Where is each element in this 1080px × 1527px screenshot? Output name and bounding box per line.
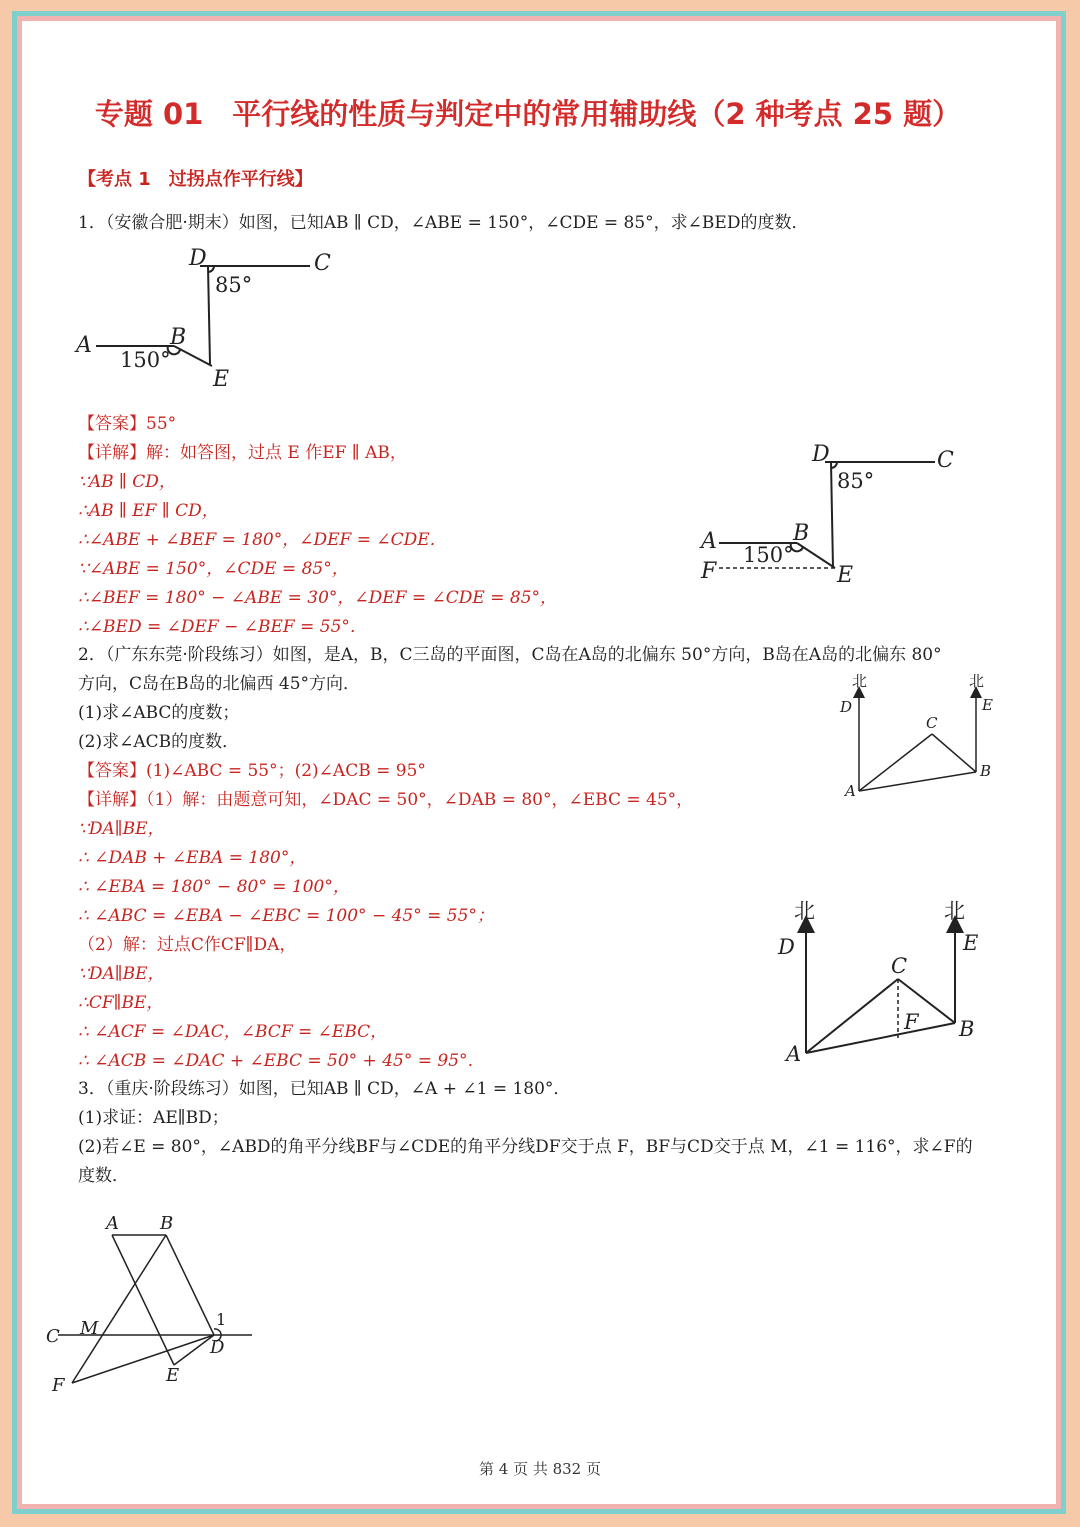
q2-solution-line: 【详解】（1）解：由题意可知，∠DAC = 50°，∠DAB = 80°，∠EBC = 45°， — [78, 790, 694, 810]
q2-sub1: (1)求∠ABC的度数； — [78, 703, 240, 723]
svg-text:D: D — [778, 935, 795, 959]
q2-solution-line: ∴ ∠ACB = ∠DAC + ∠EBC = 50° + 45° = 95°． — [78, 1051, 485, 1071]
svg-text:F: F — [701, 559, 717, 584]
svg-text:E: E — [837, 563, 854, 588]
svg-text:F: F — [52, 1375, 65, 1396]
q1-label-d: D — [189, 246, 207, 271]
svg-text:C: C — [937, 448, 954, 473]
svg-text:A: A — [845, 782, 856, 800]
section-heading-1: 【考点 1 过拐点作平行线】 — [78, 169, 313, 190]
q2-text-line2: 方向，C岛在B岛的北偏西 45°方向． — [78, 674, 361, 694]
page-footer: 第 4 页 共 832 页 — [478, 1460, 601, 1478]
svg-text:F: F — [904, 1010, 919, 1034]
svg-text:1: 1 — [216, 1310, 227, 1329]
q2-solution-line: ∴ ∠ABC = ∠EBA − ∠EBC = 100° − 45° = 55°； — [78, 906, 494, 926]
q1-angle-150: 150° — [120, 348, 171, 372]
svg-text:A: A — [106, 1213, 119, 1234]
svg-text:C: C — [891, 954, 908, 978]
svg-text:A: A — [786, 1042, 802, 1066]
svg-text:E: E — [166, 1365, 180, 1386]
svg-text:B: B — [160, 1213, 174, 1234]
q3-sub2: (2)若∠E = 80°，∠ABD的角平分线BF与∠CDE的角平分线DF交于点 F，BF与CD交于点 M，∠1 = 116°，求∠F的 — [78, 1137, 973, 1157]
q1-line-de — [208, 266, 210, 364]
q2-solution-line: ∵DA∥BE， — [78, 819, 165, 839]
svg-text:北: 北 — [794, 899, 815, 923]
q2-solution-line: ∴ ∠EBA = 180° − 80° = 100°， — [78, 877, 350, 897]
q3-figure — [40, 1205, 270, 1405]
q1-solution-line: ∵∠ABE = 150°，∠CDE = 85°， — [78, 559, 349, 579]
q1-angle-85: 85° — [215, 273, 253, 297]
q1-label-e: E — [213, 367, 230, 392]
svg-text:A: A — [701, 529, 717, 554]
q2-sub2: (2)求∠ACB的度数． — [78, 732, 240, 752]
svg-text:B: B — [793, 521, 810, 546]
q3-sub1: (1)求证：AE∥BD； — [78, 1108, 229, 1128]
q2-solution-line: ∴ ∠DAB + ∠EBA = 180°， — [78, 848, 307, 868]
svg-text:北: 北 — [944, 899, 965, 923]
svg-text:85°: 85° — [837, 469, 875, 493]
q2-solution-line: ∴ ∠ACF = ∠DAC，∠BCF = ∠EBC， — [78, 1022, 388, 1042]
svg-text:D: D — [840, 698, 853, 716]
svg-text:E: E — [982, 696, 993, 714]
svg-text:E: E — [963, 931, 979, 955]
svg-text:M: M — [80, 1318, 99, 1339]
svg-text:北: 北 — [852, 672, 868, 690]
q1-solution-line: ∴∠BED = ∠DEF − ∠BEF = 55°． — [78, 617, 367, 637]
page-title: 专题 01 平行线的性质与判定中的常用辅助线（2 种考点 25 题） — [94, 97, 962, 131]
q2-answer: 【答案】(1)∠ABC = 55°；(2)∠ACB = 95° — [78, 761, 426, 781]
svg-text:D: D — [812, 442, 830, 467]
q2-answer-figure — [770, 896, 990, 1071]
svg-text:C: C — [926, 714, 938, 732]
q1-label-c: C — [314, 251, 331, 276]
q1-label-a: A — [76, 333, 92, 358]
q2-solution-line: （2）解：过点C作CF∥DA， — [78, 935, 297, 955]
q1-answer: 【答案】55° — [78, 414, 177, 434]
svg-text:D: D — [210, 1337, 225, 1358]
q1-label-b: B — [170, 325, 187, 350]
svg-text:150°: 150° — [743, 543, 794, 567]
q1-solution-line: ∵AB ∥ CD， — [78, 472, 176, 492]
q1-figure — [70, 240, 350, 400]
svg-text:C: C — [46, 1326, 60, 1347]
q1-solution-line: ∴∠ABE + ∠BEF = 180°，∠DEF = ∠CDE． — [78, 530, 447, 550]
q1-answer-figure — [695, 436, 970, 591]
svg-text:B: B — [959, 1017, 975, 1041]
q2-text-line1: 2．（广东东莞·阶段练习）如图，是A，B，C三岛的平面图，C岛在A岛的北偏东 50°方向，B岛在A岛的北偏东 80° — [78, 645, 942, 665]
q3-sub2-cont: 度数． — [78, 1166, 129, 1186]
q1-solution-line: ∴AB ∥ EF ∥ CD， — [78, 501, 219, 521]
q1-solution-line: 【详解】解：如答图，过点 E 作EF ∥ AB， — [78, 443, 407, 463]
q2-figure — [835, 668, 1005, 803]
q1-text: 1．（安徽合肥·期末）如图，已知AB ∥ CD，∠ABE = 150°，∠CDE = 85°，求∠BED的度数． — [78, 213, 809, 233]
svg-text:B: B — [980, 762, 992, 780]
q2-solution-line: ∵DA∥BE， — [78, 964, 165, 984]
q3-text: 3．（重庆·阶段练习）如图，已知AB ∥ CD，∠A + ∠1 = 180°． — [78, 1079, 571, 1099]
q2-solution-line: ∴CF∥BE， — [78, 993, 164, 1013]
svg-text:北: 北 — [969, 672, 985, 690]
q1-solution-line: ∴∠BEF = 180° − ∠ABE = 30°，∠DEF = ∠CDE = 85°， — [78, 588, 558, 608]
